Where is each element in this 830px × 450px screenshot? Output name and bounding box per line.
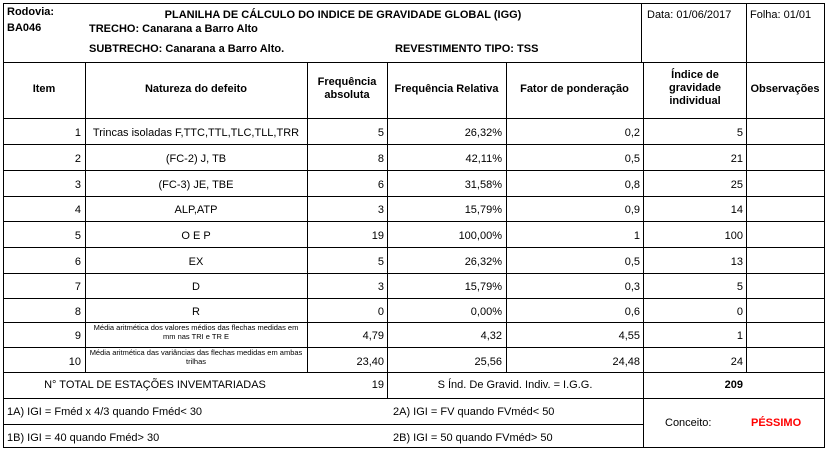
row-natureza: (FC-2) J, TB — [165, 153, 227, 165]
row-freq-abs: 8 — [377, 153, 384, 165]
row-freq-rel: 26,32% — [464, 256, 502, 268]
grid-line — [3, 447, 825, 448]
row-item: 3 — [74, 179, 81, 191]
row-item: 5 — [74, 230, 81, 242]
row-indice: 13 — [730, 256, 743, 268]
row-fator: 0,3 — [624, 281, 640, 293]
date: Data: 01/06/2017 — [647, 9, 732, 21]
igg-value: 209 — [724, 379, 743, 391]
row-indice: 24 — [730, 356, 743, 368]
conceito-value: PÉSSIMO — [751, 417, 802, 429]
col-header-freq-abs: Frequência absoluta — [317, 76, 377, 101]
row-freq-rel: 31,58% — [464, 179, 502, 191]
row-freq-abs: 3 — [377, 204, 384, 216]
row-freq-rel: 42,11% — [465, 153, 502, 165]
row-fator: 0,9 — [624, 204, 640, 216]
row-fator: 0,2 — [624, 127, 640, 139]
rodovia-label: Rodovia: — [7, 6, 55, 18]
grid-line — [641, 3, 642, 62]
row-freq-rel: 15,79% — [464, 204, 502, 216]
row-item: 6 — [74, 256, 81, 268]
igg-label: S Índ. De Gravid. Indiv. = I.G.G. — [437, 379, 593, 391]
igg-spreadsheet — [3, 3, 825, 448]
grid-line — [85, 62, 86, 372]
grid-line — [3, 298, 825, 299]
revestimento: REVESTIMENTO TIPO: TSS — [395, 43, 539, 55]
total-stations-label: N° TOTAL DE ESTAÇÕES INVEMTARIADAS — [44, 379, 266, 391]
row-item: 10 — [68, 356, 81, 368]
row-fator: 0,5 — [624, 153, 640, 165]
row-natureza: D — [192, 281, 200, 293]
grid-line — [3, 3, 825, 4]
row-item: 4 — [74, 204, 81, 216]
row-natureza: Média aritmética das variâncias das flechas medidas em ambas trilhas — [89, 348, 303, 366]
rule-1a: 1A) IGI = Fméd x 4/3 quando Fméd< 30 — [7, 406, 203, 418]
row-freq-abs: 5 — [377, 127, 384, 139]
row-natureza: O E P — [181, 230, 211, 242]
row-natureza: ALP,ATP — [174, 204, 218, 216]
grid-line — [3, 273, 825, 274]
col-header-indice: Índice de gravidade individual — [669, 69, 721, 107]
trecho: TRECHO: Canarana a Barro Alto — [89, 23, 258, 35]
row-freq-abs: 19 — [371, 230, 384, 242]
row-freq-abs: 6 — [377, 179, 384, 191]
grid-line — [3, 196, 825, 197]
row-freq-abs: 0 — [377, 306, 384, 318]
row-natureza: R — [192, 306, 200, 318]
page-title: PLANILHA DE CÁLCULO DO INDICE DE GRAVIDADE GLOBAL (IGG) — [164, 9, 522, 21]
row-fator: 24,48 — [612, 356, 640, 368]
row-fator: 0,5 — [624, 256, 640, 268]
grid-line — [307, 62, 308, 372]
row-natureza: EX — [188, 256, 204, 268]
subtrecho: SUBTRECHO: Canarana a Barro Alto. — [89, 43, 285, 55]
col-header-fator: Fator de ponderação — [520, 83, 629, 95]
grid-line — [3, 62, 825, 63]
row-indice: 0 — [736, 306, 743, 318]
row-item: 9 — [74, 330, 81, 342]
row-indice: 25 — [730, 179, 743, 191]
col-header-obs: Observações — [750, 83, 820, 95]
grid-line — [3, 398, 825, 399]
row-freq-rel: 15,79% — [464, 281, 502, 293]
col-header-item: Item — [32, 83, 56, 95]
total-stations-value: 19 — [371, 379, 384, 391]
row-freq-rel: 100,00% — [458, 230, 502, 242]
row-indice: 100 — [724, 230, 743, 242]
grid-line — [3, 170, 825, 171]
grid-line — [3, 424, 643, 425]
row-item: 2 — [74, 153, 81, 165]
row-natureza: Média aritmética dos valores médios das flechas medidas em mm nas TRI e TR E — [93, 323, 299, 341]
row-indice: 5 — [736, 281, 743, 293]
row-natureza: (FC-3) JE, TBE — [158, 179, 234, 191]
row-indice: 14 — [730, 204, 743, 216]
row-fator: 4,55 — [618, 330, 640, 342]
grid-line — [3, 118, 825, 119]
row-natureza: Trincas isoladas F,TTC,TTL,TLC,TLL,TRR — [92, 127, 300, 139]
row-item: 1 — [74, 127, 81, 139]
row-fator: 1 — [633, 230, 640, 242]
grid-line — [3, 372, 825, 373]
row-indice: 1 — [736, 330, 743, 342]
col-header-freq-rel: Frequência Relativa — [394, 83, 499, 95]
grid-line — [506, 62, 507, 372]
row-item: 7 — [74, 281, 81, 293]
row-freq-rel: 4,32 — [480, 330, 502, 342]
rule-2a: 2A) IGI = FV quando FVméd< 50 — [393, 406, 555, 418]
row-freq-abs: 4,79 — [362, 330, 384, 342]
col-header-natureza: Natureza do defeito — [144, 83, 248, 95]
row-indice: 5 — [736, 127, 743, 139]
rodovia-value: BA046 — [7, 22, 42, 34]
grid-line — [3, 144, 825, 145]
conceito-label: Conceito: — [665, 417, 712, 429]
sheet-number: Folha: 01/01 — [750, 9, 812, 21]
row-freq-rel: 26,32% — [464, 127, 502, 139]
rule-2b: 2B) IGI = 50 quando FVméd> 50 — [393, 432, 553, 444]
row-freq-rel: 25,56 — [474, 356, 502, 368]
grid-line — [3, 247, 825, 248]
row-fator: 0,6 — [624, 306, 640, 318]
row-freq-abs: 5 — [377, 256, 384, 268]
grid-line — [824, 3, 825, 448]
row-freq-abs: 3 — [377, 281, 384, 293]
row-fator: 0,8 — [624, 179, 640, 191]
grid-line — [746, 3, 747, 372]
row-freq-rel: 0,00% — [470, 306, 502, 318]
grid-line — [3, 221, 825, 222]
rule-1b: 1B) IGI = 40 quando Fméd> 30 — [7, 432, 160, 444]
row-freq-abs: 23,40 — [356, 356, 384, 368]
row-item: 8 — [74, 306, 81, 318]
row-indice: 21 — [730, 153, 743, 165]
